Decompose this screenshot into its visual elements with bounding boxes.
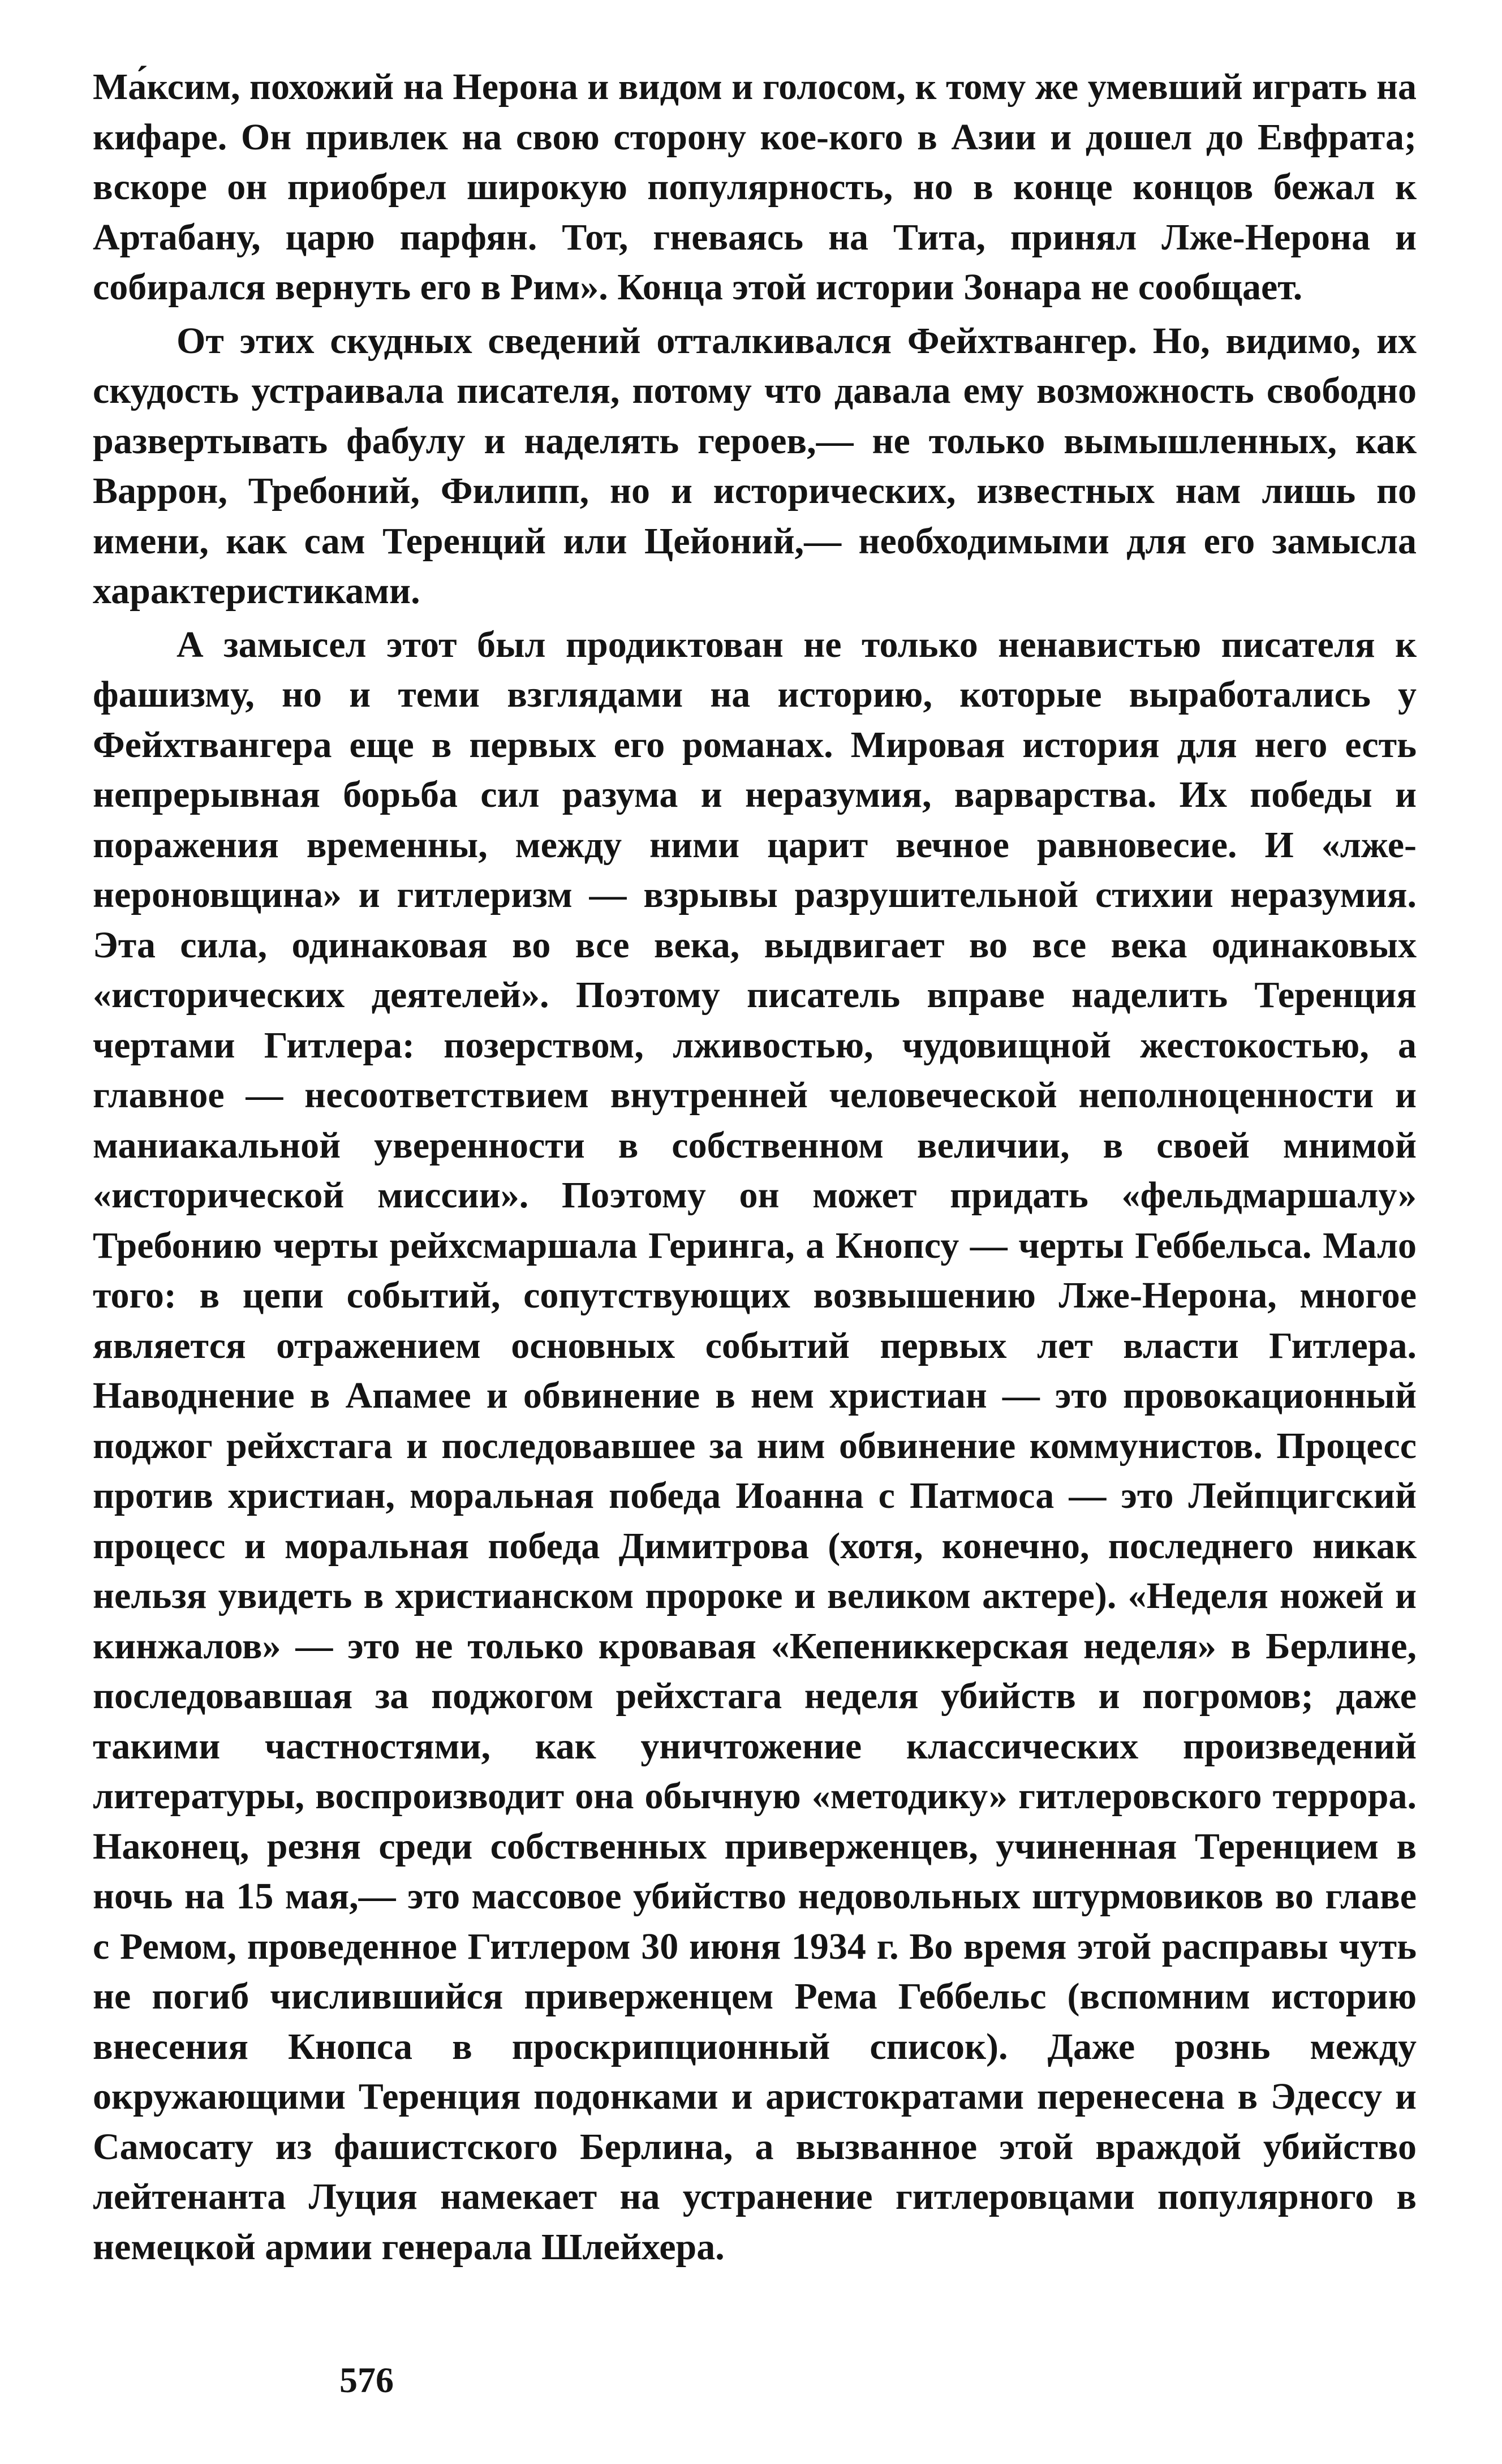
paragraph-sources: От этих скудных сведений отталкивался Фейхтвангер. Но, видимо, их скудость устраивала писателя, потому что давала ему возможность свободно развертывать фабулу и наделять героев,— не только вымышленных, как Варрон, Требоний, Филипп, но и исторических, известных нам лишь по имени, как сам Теренций или Цейоний,— необходимыми для его замысла характеристиками.	[93, 320, 1417, 612]
page-number: 576	[339, 2360, 394, 2400]
paragraph-continuation: Ма́ксим, похожий на Нерона и видом и голосом, к тому же умевший играть на кифаре. Он привлек на свою сторону кое-кого в Азии и дошел до Евфрата; вскоре он приобрел широкую популярность, но в конце концов бежал к Артабану, царю парфян. Тот, гневаясь на Тита, принял Лже-Нерона и собирался вернуть его в Рим». Конца этой истории Зонара не сообщает.	[93, 66, 1417, 308]
page-body	[93, 62, 1417, 2272]
paragraph-concept: А замысел этот был продиктован не только ненавистью писателя к фашизму, но и теми взглядами на историю, которые выработались у Фейхтвангера еще в первых его романах. Мировая история для него есть непрерывная борьба сил разума и неразумия, варварства. Их победы и поражения временны, между ними царит вечное равновесие. И «лже-нероновщина» и гитлеризм — взрывы разрушительной стихии неразумия. Эта сила, одинаковая во все века, выдвигает во все века одинаковых «исторических деятелей». Поэтому писатель вправе наделить Теренция чертами Гитлера: позерством, лживостью, чудовищной жестокостью, а главное — несоответствием внутренней человеческой неполноценности и маниакальной уверенности в собственном величии, в своей мнимой «исторической миссии». Поэтому он может придать «фельдмаршалу» Требонию черты рейхсмаршала Геринга, а Кнопсу — черты Геббельса. Мало того: в цепи событий, сопутствующих возвышению Лже-Нерона, многое является отражением основных событий первых лет власти Гитлера. Наводнение в Апамее и обвинение в нем христиан — это провокационный поджог рейхстага и последовавшее за ним обвинение коммунистов. Процесс против христиан, моральная победа Иоанна с Патмоса — это Лейпцигский процесс и моральная победа Димитрова (хотя, конечно, последнего никак нельзя увидеть в христианском пророке и великом актере). «Неделя ножей и кинжалов» — это не только кровавая «Кепениккерская неделя» в Берлине, последовавшая за поджогом рейхстага неделя убийств и погромов; даже такими частностями, как уничтожение классических произведений литературы, воспроизводит она обычную «методику» гитлеровского террора. Наконец, резня среди собственных приверженцев, учиненная Теренцием в ночь на 15 мая,— это массовое убийство недовольных штурмовиков во главе с Ремом, проведенное Гитлером 30 июня 1934 г. Во время этой расправы чуть не погиб числившийся приверженцем Рема Геббельс (вспомним историю внесения Кнопса в проскрипционный список). Даже рознь между окружающими Теренция подонками и аристократами перенесена в Эдессу и Самосату из фашистского Берлина, а вызванное этой враждой убийство лейтенанта Луция намекает на устранение гитлеровцами популярного в немецкой армии генерала Шлейхера.	[93, 623, 1417, 2268]
